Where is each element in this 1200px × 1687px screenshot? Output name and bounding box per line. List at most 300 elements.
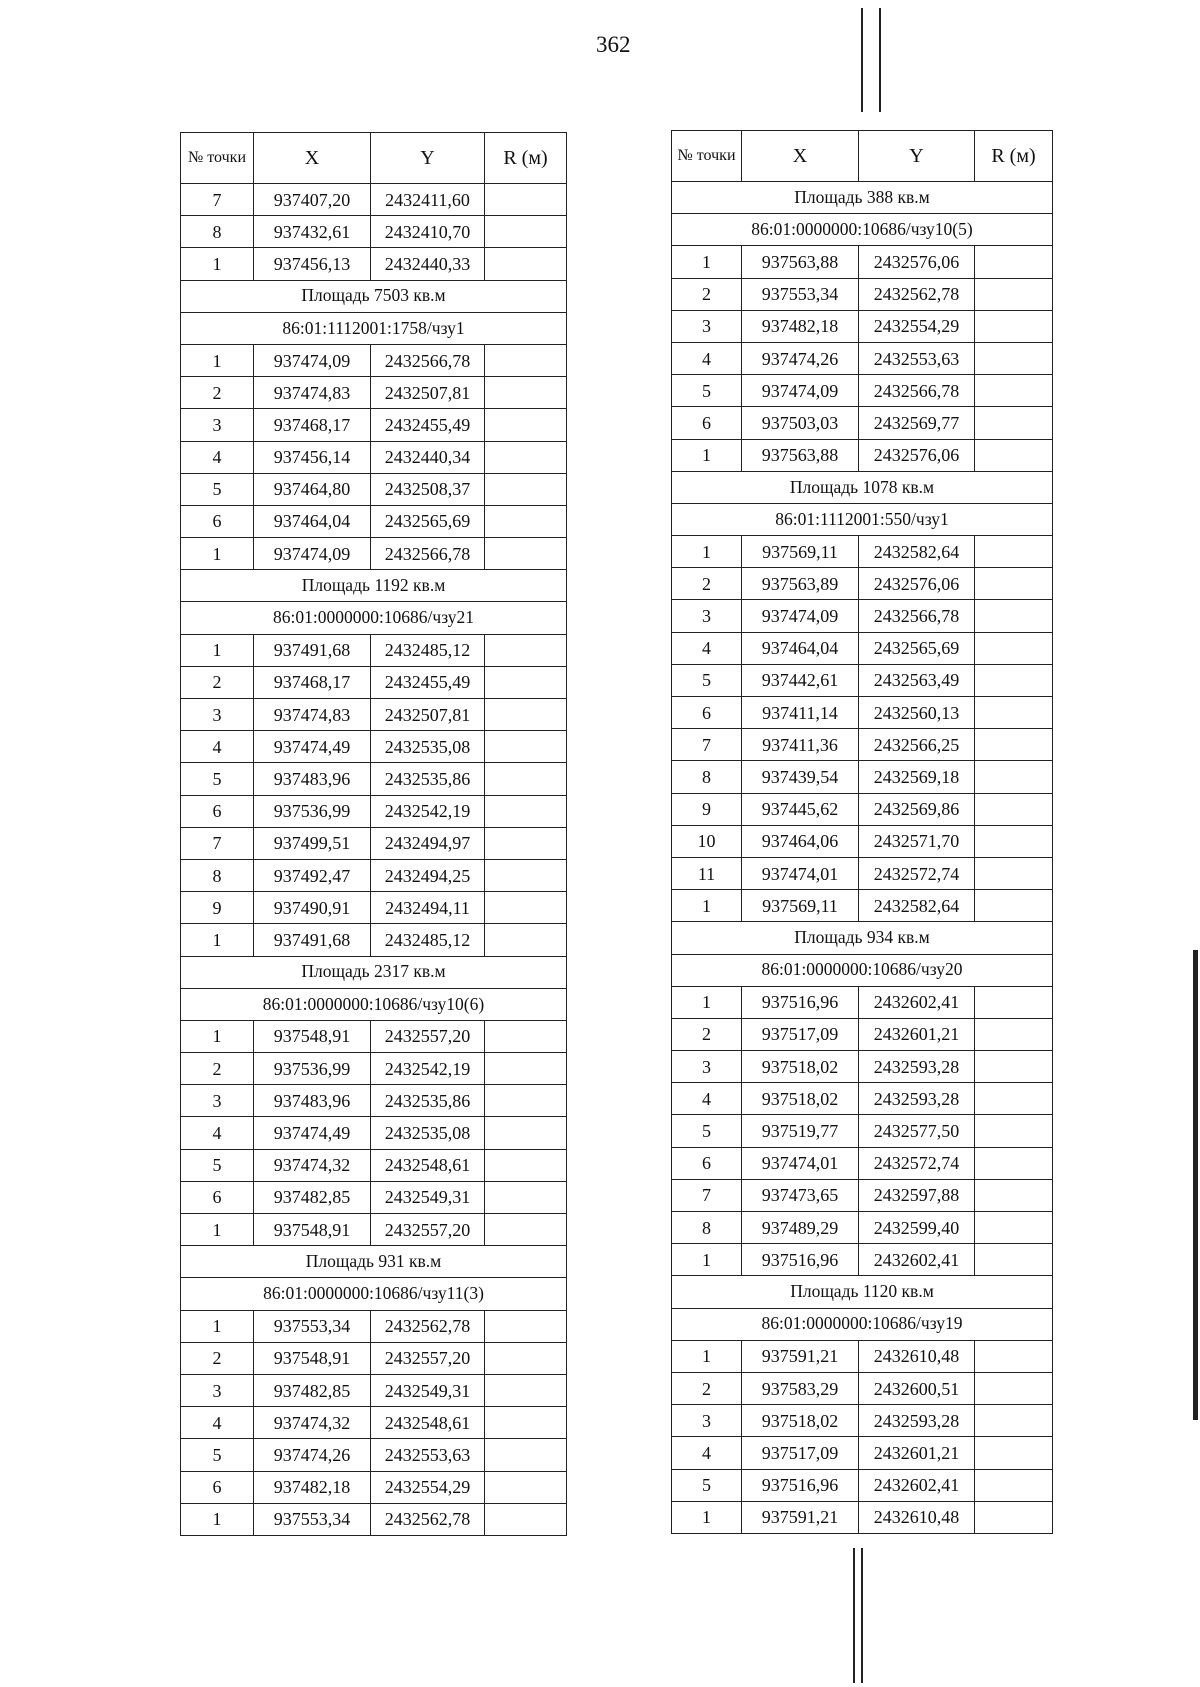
radius-cell [485,666,567,698]
table-row [181,248,567,280]
x-coordinate-cell: 937474,09 [254,344,371,376]
y-coordinate-cell: 2432440,34 [371,441,485,473]
y-coordinate-cell: 2432602,41 [859,986,975,1018]
table-row [672,1212,1053,1244]
point-number-cell: 6 [181,505,254,537]
point-number-cell: 3 [672,600,742,632]
x-coordinate-cell: 937456,13 [254,248,371,280]
radius-cell [975,600,1053,632]
cadastral-number-row [181,312,567,344]
x-coordinate-cell: 937474,01 [742,1147,859,1179]
table-row [181,1020,567,1052]
radius-cell [485,634,567,666]
y-coordinate-cell: 2432582,64 [859,890,975,922]
table-row [672,1405,1053,1437]
header-radius: R (м) [485,133,567,184]
table-row [672,1372,1053,1404]
radius-cell [485,1342,567,1374]
point-number-cell: 1 [181,1020,254,1052]
radius-cell [485,1181,567,1213]
table-row [672,857,1053,889]
radius-cell [975,1115,1053,1147]
point-number-cell: 4 [672,342,742,374]
y-coordinate-cell: 2432507,81 [371,699,485,731]
point-number-cell: 10 [672,825,742,857]
x-coordinate-cell: 937516,96 [742,986,859,1018]
radius-cell [975,568,1053,600]
y-coordinate-cell: 2432508,37 [371,473,485,505]
table-row [672,697,1053,729]
cadastral-number-label: 86:01:0000000:10686/чзу11(3) [181,1278,567,1310]
y-coordinate-cell: 2432601,21 [859,1437,975,1469]
y-coordinate-cell: 2432566,78 [859,375,975,407]
table-row [672,407,1053,439]
y-coordinate-cell: 2432566,78 [371,344,485,376]
point-number-cell: 8 [181,859,254,891]
x-coordinate-cell: 937518,02 [742,1083,859,1115]
area-row [672,471,1053,503]
y-coordinate-cell: 2432562,78 [371,1503,485,1535]
y-coordinate-cell: 2432576,06 [859,568,975,600]
table-row [672,729,1053,761]
x-coordinate-cell: 937517,09 [742,1018,859,1050]
area-row [181,956,567,988]
y-coordinate-cell: 2432582,64 [859,536,975,568]
y-coordinate-cell: 2432557,20 [371,1342,485,1374]
point-number-cell: 5 [672,375,742,407]
x-coordinate-cell: 937563,88 [742,246,859,278]
radius-cell [485,1053,567,1085]
x-coordinate-cell: 937464,04 [742,632,859,664]
table-row [181,1374,567,1406]
point-number-cell: 5 [672,1469,742,1501]
radius-cell [485,1439,567,1471]
radius-cell [975,1018,1053,1050]
point-number-cell: 3 [181,1085,254,1117]
table-row [672,278,1053,310]
y-coordinate-cell: 2432571,70 [859,825,975,857]
table-row [672,890,1053,922]
point-number-cell: 6 [672,1147,742,1179]
x-coordinate-cell: 937468,17 [254,409,371,441]
y-coordinate-cell: 2432440,33 [371,248,485,280]
radius-cell [485,1149,567,1181]
radius-cell [975,342,1053,374]
y-coordinate-cell: 2432566,25 [859,729,975,761]
cadastral-number-label: 86:01:0000000:10686/чзу19 [672,1308,1053,1340]
radius-cell [975,1147,1053,1179]
x-coordinate-cell: 937519,77 [742,1115,859,1147]
radius-cell [975,825,1053,857]
x-coordinate-cell: 937442,61 [742,664,859,696]
point-number-cell: 1 [672,890,742,922]
scan-line [853,1548,855,1683]
x-coordinate-cell: 937445,62 [742,793,859,825]
table-row [181,795,567,827]
radius-cell [975,729,1053,761]
radius-cell [485,924,567,956]
cadastral-number-label: 86:01:1112001:550/чзу1 [672,503,1053,535]
area-label: Площадь 2317 кв.м [181,956,567,988]
table-row [181,505,567,537]
table-row [181,699,567,731]
header-y: Y [859,131,975,182]
table-row [181,216,567,248]
y-coordinate-cell: 2432549,31 [371,1374,485,1406]
point-number-cell: 11 [672,857,742,889]
x-coordinate-cell: 937456,14 [254,441,371,473]
point-number-cell: 1 [672,439,742,471]
x-coordinate-cell: 937536,99 [254,1053,371,1085]
area-label: Площадь 931 кв.м [181,1246,567,1278]
area-row [672,922,1053,954]
y-coordinate-cell: 2432602,41 [859,1244,975,1276]
radius-cell [485,538,567,570]
radius-cell [975,278,1053,310]
point-number-cell: 5 [181,763,254,795]
radius-cell [485,731,567,763]
table-row [672,1437,1053,1469]
point-number-cell: 1 [672,246,742,278]
table-row [181,1117,567,1149]
area-row [181,1246,567,1278]
radius-cell [975,697,1053,729]
x-coordinate-cell: 937563,89 [742,568,859,600]
y-coordinate-cell: 2432542,19 [371,1053,485,1085]
x-coordinate-cell: 937464,06 [742,825,859,857]
y-coordinate-cell: 2432560,13 [859,697,975,729]
coordinates-table-right [671,130,1053,1534]
scan-line [1193,950,1198,1420]
radius-cell [975,793,1053,825]
table-row [672,536,1053,568]
x-coordinate-cell: 937563,88 [742,439,859,471]
radius-cell [975,857,1053,889]
x-coordinate-cell: 937468,17 [254,666,371,698]
point-number-cell: 4 [181,441,254,473]
point-number-cell: 8 [672,1212,742,1244]
table-row [181,634,567,666]
area-label: Площадь 388 кв.м [672,182,1053,214]
point-number-cell: 4 [672,1437,742,1469]
x-coordinate-cell: 937483,96 [254,1085,371,1117]
y-coordinate-cell: 2432485,12 [371,924,485,956]
point-number-cell: 8 [181,216,254,248]
point-number-cell: 6 [672,407,742,439]
table-row [672,375,1053,407]
radius-cell [485,248,567,280]
radius-cell [485,409,567,441]
y-coordinate-cell: 2432601,21 [859,1018,975,1050]
y-coordinate-cell: 2432565,69 [859,632,975,664]
radius-cell [485,1471,567,1503]
radius-cell [485,377,567,409]
radius-cell [975,439,1053,471]
table-row [181,666,567,698]
y-coordinate-cell: 2432554,29 [859,310,975,342]
radius-cell [975,1212,1053,1244]
radius-cell [485,1407,567,1439]
cadastral-number-row [181,602,567,634]
x-coordinate-cell: 937583,29 [742,1372,859,1404]
y-coordinate-cell: 2432542,19 [371,795,485,827]
point-number-cell: 3 [181,699,254,731]
x-coordinate-cell: 937474,09 [254,538,371,570]
x-coordinate-cell: 937473,65 [742,1179,859,1211]
point-number-cell: 2 [181,666,254,698]
table-row [672,761,1053,793]
point-number-cell: 2 [672,1018,742,1050]
table-row [672,664,1053,696]
x-coordinate-cell: 937553,34 [254,1310,371,1342]
radius-cell [485,892,567,924]
x-coordinate-cell: 937591,21 [742,1501,859,1533]
x-coordinate-cell: 937474,01 [742,857,859,889]
table-header-row [181,133,567,184]
point-number-cell: 5 [181,1149,254,1181]
point-number-cell: 3 [181,1374,254,1406]
y-coordinate-cell: 2432569,86 [859,793,975,825]
x-coordinate-cell: 937489,29 [742,1212,859,1244]
table-row [181,1149,567,1181]
point-number-cell: 1 [672,986,742,1018]
point-number-cell: 1 [672,1501,742,1533]
x-coordinate-cell: 937411,36 [742,729,859,761]
point-number-cell: 2 [181,1053,254,1085]
table-row [672,342,1053,374]
y-coordinate-cell: 2432599,40 [859,1212,975,1244]
table-row [672,1340,1053,1372]
table-row [672,1147,1053,1179]
cadastral-number-row [181,1278,567,1310]
table-row [181,1342,567,1374]
table-row [672,600,1053,632]
x-coordinate-cell: 937482,18 [254,1471,371,1503]
table-row [181,377,567,409]
point-number-cell: 1 [181,344,254,376]
cadastral-number-row [672,954,1053,986]
radius-cell [975,1405,1053,1437]
point-number-cell: 6 [181,1471,254,1503]
x-coordinate-cell: 937474,09 [742,375,859,407]
header-x: X [254,133,371,184]
radius-cell [485,184,567,216]
table-row [181,184,567,216]
header-point-number: № точки [181,133,254,184]
cadastral-number-row [672,1308,1053,1340]
x-coordinate-cell: 937474,83 [254,699,371,731]
radius-cell [975,536,1053,568]
table-row [181,1503,567,1535]
radius-cell [485,344,567,376]
y-coordinate-cell: 2432548,61 [371,1149,485,1181]
radius-cell [975,1372,1053,1404]
point-number-cell: 7 [672,729,742,761]
y-coordinate-cell: 2432535,08 [371,731,485,763]
y-coordinate-cell: 2432610,48 [859,1340,975,1372]
point-number-cell: 2 [672,278,742,310]
point-number-cell: 9 [181,892,254,924]
x-coordinate-cell: 937474,32 [254,1149,371,1181]
x-coordinate-cell: 937569,11 [742,890,859,922]
table-row [181,1407,567,1439]
point-number-cell: 5 [181,473,254,505]
point-number-cell: 1 [181,248,254,280]
y-coordinate-cell: 2432494,25 [371,859,485,891]
table-row [181,859,567,891]
radius-cell [975,1179,1053,1211]
point-number-cell: 1 [672,536,742,568]
x-coordinate-cell: 937536,99 [254,795,371,827]
point-number-cell: 7 [181,184,254,216]
x-coordinate-cell: 937518,02 [742,1051,859,1083]
cadastral-number-row [672,503,1053,535]
table-row [672,1051,1053,1083]
point-number-cell: 7 [672,1179,742,1211]
header-point-number: № точки [672,131,742,182]
cadastral-number-row [181,988,567,1020]
x-coordinate-cell: 937518,02 [742,1405,859,1437]
table-row [672,1244,1053,1276]
y-coordinate-cell: 2432535,08 [371,1117,485,1149]
point-number-cell: 2 [181,1342,254,1374]
x-coordinate-cell: 937432,61 [254,216,371,248]
y-coordinate-cell: 2432411,60 [371,184,485,216]
x-coordinate-cell: 937483,96 [254,763,371,795]
area-label: Площадь 1120 кв.м [672,1276,1053,1308]
y-coordinate-cell: 2432610,48 [859,1501,975,1533]
radius-cell [975,310,1053,342]
table-row [181,1471,567,1503]
table-header-row [672,131,1053,182]
coordinates-table-left [180,132,567,1536]
table-row [672,246,1053,278]
x-coordinate-cell: 937548,91 [254,1342,371,1374]
radius-cell [485,827,567,859]
table-row [181,731,567,763]
table-row [181,473,567,505]
radius-cell [485,1214,567,1246]
y-coordinate-cell: 2432494,11 [371,892,485,924]
y-coordinate-cell: 2432557,20 [371,1020,485,1052]
table-row [181,763,567,795]
point-number-cell: 3 [672,1405,742,1437]
point-number-cell: 1 [181,1503,254,1535]
y-coordinate-cell: 2432565,69 [371,505,485,537]
y-coordinate-cell: 2432566,78 [371,538,485,570]
x-coordinate-cell: 937474,26 [254,1439,371,1471]
x-coordinate-cell: 937474,49 [254,1117,371,1149]
x-coordinate-cell: 937464,04 [254,505,371,537]
x-coordinate-cell: 937516,96 [742,1244,859,1276]
x-coordinate-cell: 937474,83 [254,377,371,409]
y-coordinate-cell: 2432535,86 [371,1085,485,1117]
point-number-cell: 1 [181,634,254,666]
radius-cell [975,1340,1053,1372]
header-y: Y [371,133,485,184]
y-coordinate-cell: 2432576,06 [859,246,975,278]
radius-cell [975,986,1053,1018]
point-number-cell: 1 [181,538,254,570]
page-number: 362 [596,32,631,57]
table-row [181,1310,567,1342]
point-number-cell: 5 [181,1439,254,1471]
y-coordinate-cell: 2432576,06 [859,439,975,471]
y-coordinate-cell: 2432562,78 [371,1310,485,1342]
radius-cell [975,890,1053,922]
y-coordinate-cell: 2432553,63 [371,1439,485,1471]
x-coordinate-cell: 937492,47 [254,859,371,891]
header-radius: R (м) [975,131,1053,182]
x-coordinate-cell: 937490,91 [254,892,371,924]
table-row [181,892,567,924]
y-coordinate-cell: 2432535,86 [371,763,485,795]
y-coordinate-cell: 2432572,74 [859,857,975,889]
x-coordinate-cell: 937411,14 [742,697,859,729]
point-number-cell: 7 [181,827,254,859]
point-number-cell: 2 [672,1372,742,1404]
point-number-cell: 2 [181,377,254,409]
y-coordinate-cell: 2432553,63 [859,342,975,374]
point-number-cell: 8 [672,761,742,793]
x-coordinate-cell: 937499,51 [254,827,371,859]
x-coordinate-cell: 937474,32 [254,1407,371,1439]
x-coordinate-cell: 937548,91 [254,1020,371,1052]
x-coordinate-cell: 937569,11 [742,536,859,568]
x-coordinate-cell: 937491,68 [254,924,371,956]
y-coordinate-cell: 2432562,78 [859,278,975,310]
table-row [672,310,1053,342]
y-coordinate-cell: 2432569,77 [859,407,975,439]
y-coordinate-cell: 2432563,49 [859,664,975,696]
radius-cell [975,1501,1053,1533]
area-row [181,280,567,312]
table-row [181,1085,567,1117]
table-row [181,441,567,473]
radius-cell [485,1085,567,1117]
table-row [181,538,567,570]
area-row [672,1276,1053,1308]
y-coordinate-cell: 2432593,28 [859,1083,975,1115]
radius-cell [485,216,567,248]
table-row [181,1053,567,1085]
radius-cell [485,1374,567,1406]
y-coordinate-cell: 2432577,50 [859,1115,975,1147]
cadastral-number-label: 86:01:0000000:10686/чзу10(5) [672,214,1053,246]
x-coordinate-cell: 937482,85 [254,1374,371,1406]
point-number-cell: 1 [181,924,254,956]
radius-cell [485,763,567,795]
table-row [672,1083,1053,1115]
x-coordinate-cell: 937482,18 [742,310,859,342]
y-coordinate-cell: 2432455,49 [371,409,485,441]
radius-cell [975,246,1053,278]
y-coordinate-cell: 2432548,61 [371,1407,485,1439]
radius-cell [485,473,567,505]
table-row [672,825,1053,857]
x-coordinate-cell: 937482,85 [254,1181,371,1213]
point-number-cell: 4 [181,1117,254,1149]
point-number-cell: 1 [672,1340,742,1372]
y-coordinate-cell: 2432600,51 [859,1372,975,1404]
radius-cell [975,1083,1053,1115]
radius-cell [975,1469,1053,1501]
radius-cell [485,859,567,891]
scan-line [861,1548,863,1683]
radius-cell [975,1051,1053,1083]
point-number-cell: 3 [672,310,742,342]
x-coordinate-cell: 937553,34 [742,278,859,310]
